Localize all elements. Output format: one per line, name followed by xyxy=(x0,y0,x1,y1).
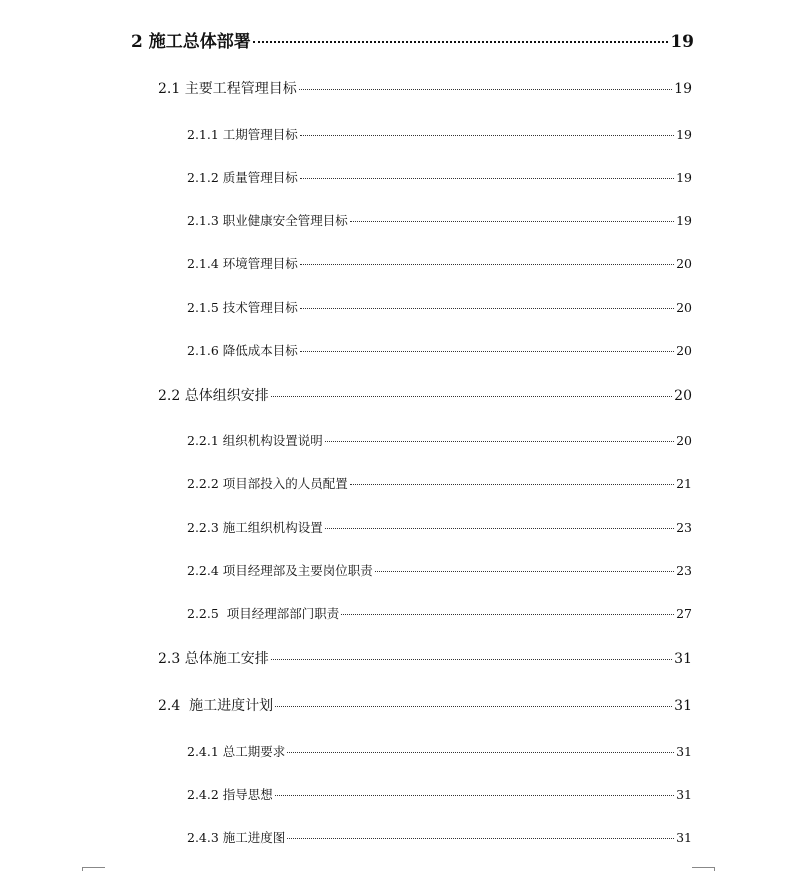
toc-entry-2-1-5[interactable] xyxy=(187,298,692,316)
toc-title: 2 施工总体部署 xyxy=(131,32,251,52)
toc-page-number: 31 xyxy=(676,787,692,802)
toc-leader xyxy=(300,308,674,309)
toc-page-number: 20 xyxy=(676,433,692,448)
toc-page-number: 20 xyxy=(676,343,692,358)
toc-entry-2-4-2[interactable] xyxy=(187,785,692,803)
toc-leader xyxy=(350,484,674,485)
toc-leader xyxy=(300,264,674,265)
toc-page-number: 31 xyxy=(676,830,692,845)
toc-leader xyxy=(350,221,674,222)
toc-page-number: 31 xyxy=(674,698,692,714)
toc-title: 2.1 主要工程管理目标 xyxy=(158,81,297,97)
toc-page-number: 20 xyxy=(676,300,692,315)
toc-entry-2-2[interactable] xyxy=(158,385,692,405)
toc-title: 2.4 施工进度计划 xyxy=(158,698,274,714)
toc-entry-2-1-4[interactable] xyxy=(187,254,692,272)
toc-title: 2.2.4 项目经理部及主要岗位职责 xyxy=(187,563,373,578)
toc-title: 2.4.2 指导思想 xyxy=(187,787,273,802)
toc-entry-2-2-4[interactable] xyxy=(187,561,692,579)
toc-leader xyxy=(325,441,674,442)
toc-entry-2-2-5[interactable] xyxy=(187,604,692,622)
toc-leader xyxy=(275,795,674,796)
toc-title: 2.1.3 职业健康安全管理目标 xyxy=(187,213,348,228)
toc-title: 2.1.2 质量管理目标 xyxy=(187,170,298,185)
toc-page-number: 31 xyxy=(676,744,692,759)
toc-title: 2.4.1 总工期要求 xyxy=(187,744,286,759)
toc-page-number: 21 xyxy=(676,476,692,491)
toc-leader xyxy=(271,659,672,660)
toc-title: 2.4.3 施工进度图 xyxy=(187,830,286,845)
toc-entry-2[interactable] xyxy=(131,27,694,52)
toc-entry-2-2-2[interactable] xyxy=(187,474,692,492)
toc-page-number: 19 xyxy=(674,81,692,97)
toc-leader xyxy=(275,706,672,707)
toc-leader xyxy=(300,178,674,179)
toc-leader xyxy=(300,351,674,352)
toc-leader xyxy=(253,41,669,43)
toc-entry-2-1[interactable] xyxy=(158,78,692,98)
toc-page-number: 23 xyxy=(676,563,692,578)
toc-entry-2-3[interactable] xyxy=(158,648,692,668)
toc-leader xyxy=(341,614,674,615)
toc-title: 2.2.3 施工组织机构设置 xyxy=(187,520,323,535)
toc-title: 2.2.1 组织机构设置说明 xyxy=(187,433,323,448)
toc-entry-2-2-3[interactable] xyxy=(187,518,692,536)
toc-title: 2.2 总体组织安排 xyxy=(158,388,269,404)
toc-title: 2.3 总体施工安排 xyxy=(158,651,269,667)
toc-entry-2-1-3[interactable] xyxy=(187,211,692,229)
toc-entry-2-4[interactable] xyxy=(158,695,692,715)
toc-leader xyxy=(375,571,674,572)
toc-title: 2.1.1 工期管理目标 xyxy=(187,127,298,142)
toc-page-number: 23 xyxy=(676,520,692,535)
toc-leader xyxy=(271,396,672,397)
toc-page-number: 19 xyxy=(670,32,694,52)
toc-page-number: 19 xyxy=(676,213,692,228)
toc-leader xyxy=(287,838,674,839)
toc-title: 2.1.6 降低成本目标 xyxy=(187,343,298,358)
toc-title: 2.2.2 项目部投入的人员配置 xyxy=(187,476,348,491)
toc-page-number: 19 xyxy=(676,127,692,142)
toc-entry-2-2-1[interactable] xyxy=(187,431,692,449)
toc-entry-2-1-6[interactable] xyxy=(187,341,692,359)
toc-page-number: 19 xyxy=(676,170,692,185)
toc-leader xyxy=(299,89,672,90)
toc-page-number: 31 xyxy=(674,651,692,667)
toc-page-number: 27 xyxy=(676,606,692,621)
toc-title: 2.1.5 技术管理目标 xyxy=(187,300,298,315)
toc-page-number: 20 xyxy=(674,388,692,404)
page-corner-mark-left xyxy=(82,867,105,871)
toc-title: 2.2.5 项目经理部部门职责 xyxy=(187,606,340,621)
toc-entry-2-1-1[interactable] xyxy=(187,125,692,143)
toc-entry-2-1-2[interactable] xyxy=(187,168,692,186)
toc-leader xyxy=(325,528,674,529)
toc-leader xyxy=(287,752,674,753)
toc-leader xyxy=(300,135,674,136)
toc-page-number: 20 xyxy=(676,256,692,271)
toc-title: 2.1.4 环境管理目标 xyxy=(187,256,298,271)
page-corner-mark-right xyxy=(692,867,715,871)
toc-entry-2-4-3[interactable] xyxy=(187,828,692,846)
toc-entry-2-4-1[interactable] xyxy=(187,742,692,760)
